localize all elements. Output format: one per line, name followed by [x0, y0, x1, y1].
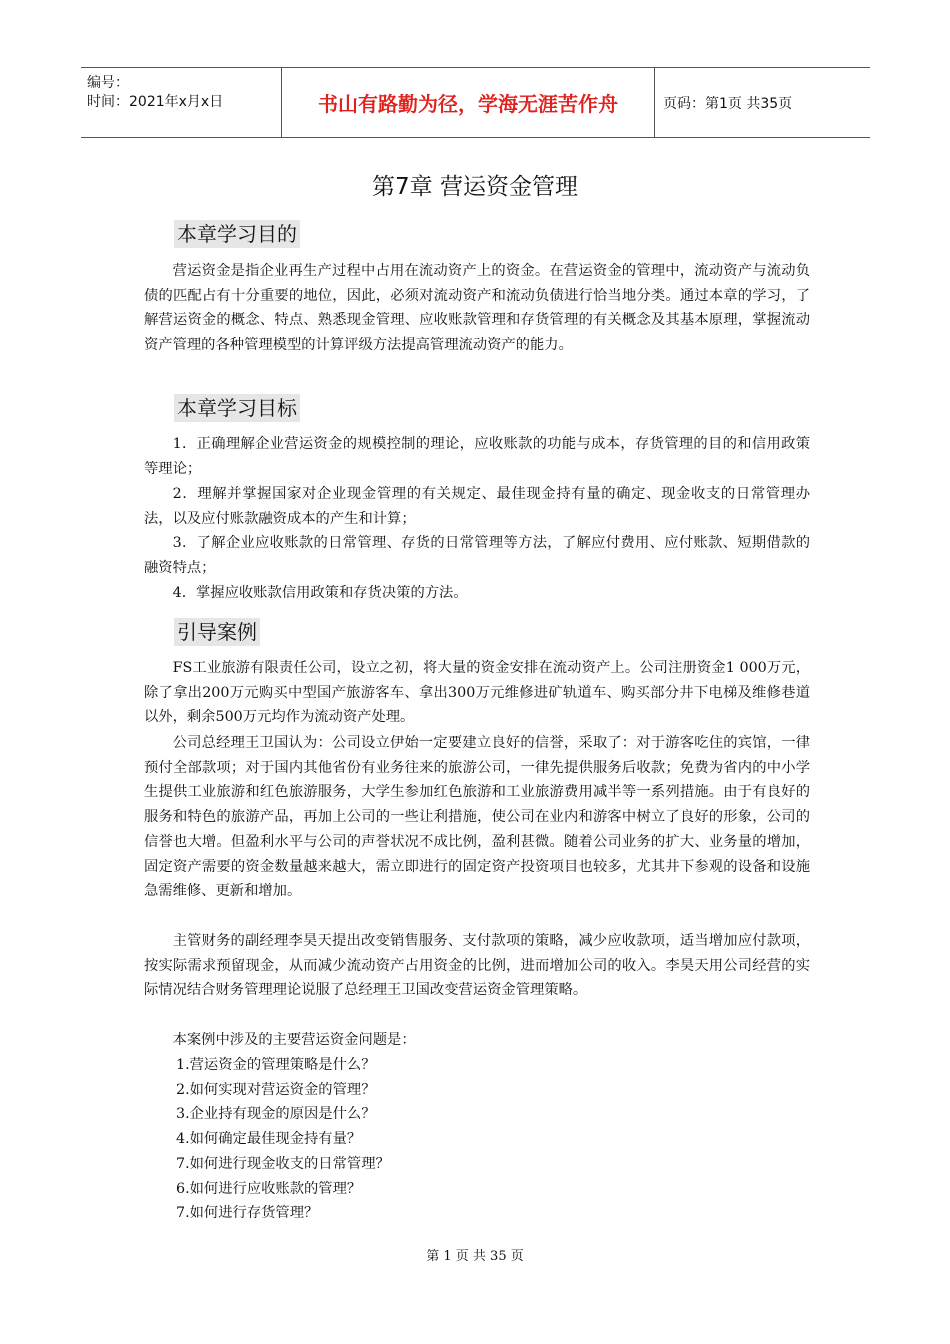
header-right	[655, 68, 870, 137]
motto: 书山有路勤为径，学海无涯苦作舟	[318, 92, 618, 116]
page-footer: 第 1 页 共 35 页	[426, 1249, 524, 1264]
section-title-case: 引导案例	[174, 618, 260, 646]
question-item: 1.营运资金的管理策略是什么？	[176, 1057, 376, 1073]
question-item: 4.如何确定最佳现金持有量？	[176, 1131, 362, 1147]
section-title-purpose: 本章学习目的	[174, 220, 300, 248]
goal-item: 4．掌握应收账款信用政策和存货决策的方法。	[172, 585, 468, 601]
number-label: 编号：	[87, 75, 129, 91]
chapter-title: 第7章 营运资金管理	[372, 174, 578, 200]
date-label: 时间：2021年x月x日	[87, 94, 224, 110]
page-header	[81, 67, 870, 138]
question-item: 6.如何进行应收账款的管理？	[176, 1181, 362, 1197]
question-item: 3.企业持有现金的原因是什么？	[176, 1106, 376, 1122]
case-paragraph: 主管财务的副经理李昊天提出改变销售服务、支付款项的策略，减少应收款项，适当增加应付款项，按实际需求预留现金，从而减少流动资产占用资金的比例，进而增加公司的收入。李昊天用公司经营的实际情况结合财务管理理论说服了总经理王卫国改变营运资金管理策略。	[144, 933, 810, 999]
header-left	[81, 68, 281, 137]
goal-item: 3．了解企业应收账款的日常管理、存货的日常管理等方法，了解应付费用、应付账款、短期借款的融资特点；	[144, 535, 810, 576]
case-paragraph: FS工业旅游有限责任公司，设立之初，将大量的资金安排在流动资产上。公司注册资金1 000万元，除了拿出200万元购买中型国产旅游客车、拿出300万元维修进矿轨道车、购买部分井下电梯及维修巷道以外，剩余500万元均作为流动资产处理。	[144, 660, 810, 726]
question-item: 7.如何进行存货管理？	[176, 1205, 319, 1221]
section-title-goals: 本章学习目标	[174, 394, 300, 422]
purpose-paragraph: 营运资金是指企业再生产过程中占用在流动资产上的资金。在营运资金的管理中，流动资产与流动负债的匹配占有十分重要的地位，因此，必须对流动资产和流动负债进行恰当地分类。通过本章的学习，了解营运资金的概念、特点、熟悉现金管理、应收账款管理和存货管理的有关概念及其基本原理，掌握流动资产管理的各种管理模型的计算评级方法提高管理流动资产的能力。	[144, 263, 810, 354]
case-paragraph: 本案例中涉及的主要营运资金问题是：	[172, 1032, 416, 1048]
page-info: 页码：第1页 共35页	[663, 95, 793, 112]
header-middle	[281, 68, 655, 137]
goal-item: 1．正确理解企业营运资金的规模控制的理论，应收账款的功能与成本，存货管理的目的和信用政策等理论；	[144, 436, 810, 477]
goal-item: 2．理解并掌握国家对企业现金管理的有关规定、最佳现金持有量的确定、现金收支的日常管理办法，以及应付账款融资成本的产生和计算；	[144, 486, 810, 527]
question-item: 7.如何进行现金收支的日常管理？	[176, 1156, 390, 1172]
case-paragraph: 公司总经理王卫国认为：公司设立伊始一定要建立良好的信誉，采取了：对于游客吃住的宾馆，一律预付全部款项；对于国内其他省份有业务往来的旅游公司，一律先提供服务后收款；免费为省内的中小学生提供工业旅游和红色旅游服务，大学生参加红色旅游和工业旅游费用减半等一系列措施。由于有良好的服务和特色的旅游产品，再加上公司的一些让利措施，使公司在业内和游客中树立了良好的形象，公司的信誉也大增。但盈利水平与公司的声誉状况不成比例，盈利甚微。随着公司业务的扩大、业务量的增加，固定资产需要的资金数量越来越大，需立即进行的固定资产投资项目也较多，尤其井下参观的设备和设施急需维修、更新和增加。	[144, 735, 810, 900]
question-item: 2.如何实现对营运资金的管理？	[176, 1082, 376, 1098]
